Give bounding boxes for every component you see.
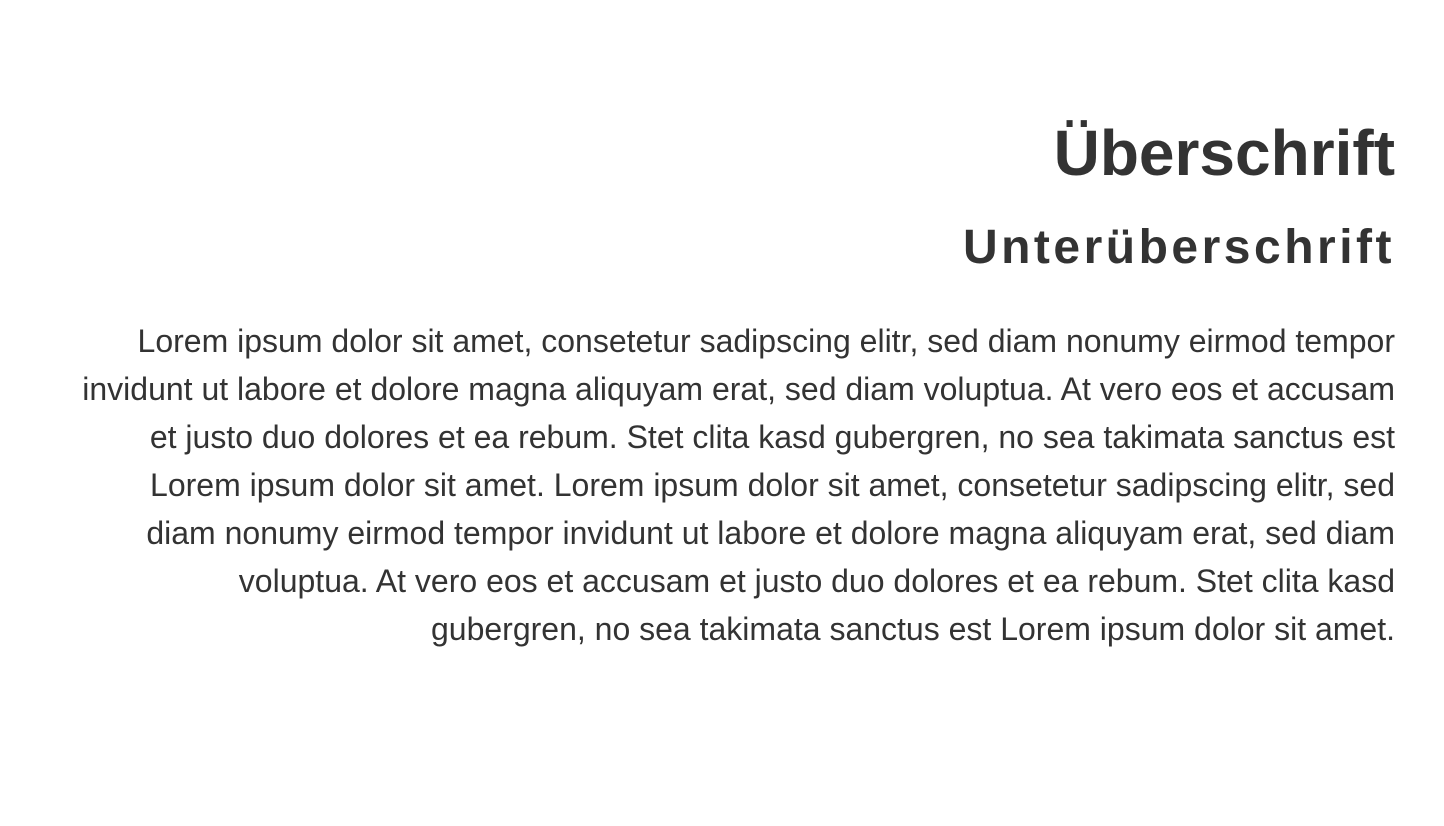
paragraph-line: et justo duo dolores et ea rebum. Stet clita kasd gubergren, no sea takimata sanctus est	[149, 419, 1395, 455]
page-title: Überschrift	[1053, 117, 1395, 189]
paragraph-line: invidunt ut labore et dolore magna aliquyam erat, sed diam voluptua. At vero eos et accusam	[82, 371, 1395, 407]
paragraph-line: gubergren, no sea takimata sanctus est Lorem ipsum dolor sit amet.	[430, 611, 1395, 647]
paragraph-line: diam nonumy eirmod tempor invidunt ut labore et dolore magna aliquyam erat, sed diam	[146, 515, 1395, 551]
body-paragraph	[49, 317, 1395, 653]
page-subtitle: Unterüberschrift	[962, 221, 1395, 274]
paragraph-line: voluptua. At vero eos et accusam et justo duo dolores et ea rebum. Stet clita kasd	[238, 563, 1395, 599]
paragraph-line: Lorem ipsum dolor sit amet, consetetur sadipscing elitr, sed diam nonumy eirmod tempor	[137, 323, 1395, 359]
paragraph-line: Lorem ipsum dolor sit amet. Lorem ipsum dolor sit amet, consetetur sadipscing elitr, sed	[150, 467, 1395, 503]
page	[49, 116, 1395, 653]
